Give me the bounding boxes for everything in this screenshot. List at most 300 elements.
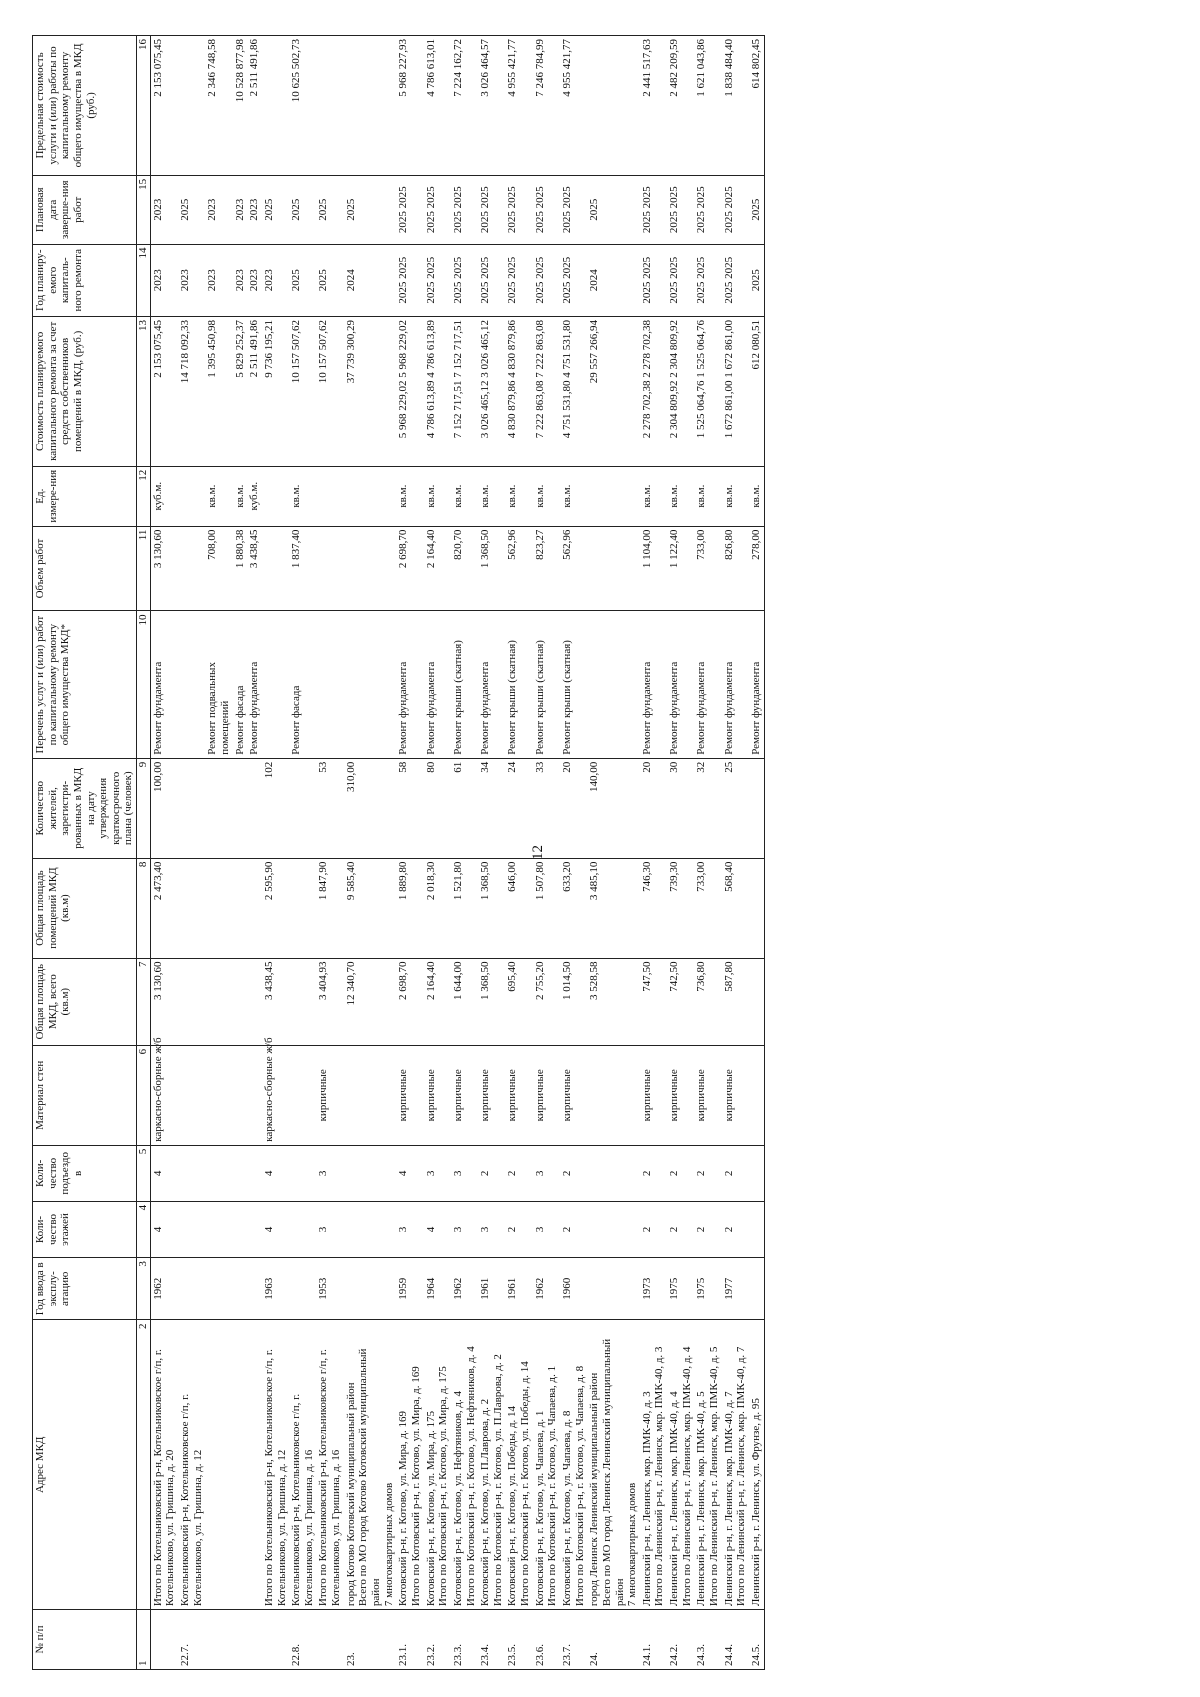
column-header-addr: Адрес МКД	[33, 1320, 137, 1610]
cell-year: 1953	[316, 1258, 343, 1320]
cell-end: 2025 2025	[722, 175, 749, 244]
table-header-row	[33, 36, 137, 1670]
column-header-n: № п/п	[33, 1610, 137, 1670]
cell-addr: Котельниковский р-н, Котельниковское г/п, г. Котельниково, ул. Гришина, д. 12	[178, 1320, 205, 1610]
cell-addr: Итого по Котельниковский р-н, Котельниковское г/п, г. Котельниково, ул. Гришина, д. 16	[316, 1320, 343, 1610]
cell-floors: 4	[150, 1201, 178, 1257]
cell-year	[178, 1258, 205, 1320]
cell-plan: 2025 2025	[505, 244, 532, 316]
cell-area: 1 644,00	[451, 958, 478, 1045]
cell-unit: куб.м.	[150, 466, 178, 526]
cell-volume: 1 880,38	[233, 526, 248, 611]
column-header-end: Плановая дата заверше-ния работ	[33, 175, 137, 244]
cell-area: 695,40	[505, 958, 532, 1045]
cell-entr	[289, 1145, 316, 1201]
cell-addr	[247, 1320, 262, 1610]
table-row	[587, 36, 640, 1670]
cell-volume: 826,80	[722, 526, 749, 611]
cell-unit	[178, 466, 205, 526]
cell-walls	[178, 1045, 205, 1145]
table-row	[533, 36, 560, 1670]
cell-limit	[587, 36, 640, 176]
column-header-residents: Количество жителей, зарегистри-рованных в МКД на дату утверждения краткосрочного плана (человек)	[33, 758, 137, 858]
cell-addr: Котовский р-н, г. Котово, ул. Мира, д. 175 Итого по Котовский р-н, г. Котово, ул. Мира, д. 175	[424, 1320, 451, 1610]
cell-premises: 1 889,80	[396, 858, 423, 958]
column-header-entr: Коли-чество подъездо в	[33, 1145, 137, 1201]
cell-unit	[587, 466, 640, 526]
cell-n: 24.3.	[694, 1610, 721, 1670]
cell-works: Ремонт фасада	[233, 611, 248, 758]
cell-cost: 2 511 491,86	[247, 316, 262, 466]
cell-year: 1964	[424, 1258, 451, 1320]
cell-volume	[262, 526, 289, 611]
cell-limit: 4 955 421,77	[505, 36, 532, 176]
cell-year: 1961	[505, 1258, 532, 1320]
column-header-volume: Объем работ	[33, 526, 137, 611]
cell-walls: кирпичные	[424, 1045, 451, 1145]
cell-walls: кирпичные	[533, 1045, 560, 1145]
cell-unit: кв.м.	[424, 466, 451, 526]
cell-volume: 278,00	[749, 526, 764, 611]
cell-unit: кв.м.	[505, 466, 532, 526]
cell-plan: 2025 2025	[722, 244, 749, 316]
column-header-walls: Материал стен	[33, 1045, 137, 1145]
column-number-plan: 14	[137, 244, 151, 316]
cell-walls: кирпичные	[694, 1045, 721, 1145]
cell-n	[247, 1610, 262, 1670]
cell-n: 24.	[587, 1610, 640, 1670]
cell-cost: 3 026 465,12 3 026 465,12	[478, 316, 505, 466]
cell-area: 3 130,60	[150, 958, 178, 1045]
cell-walls: кирпичные	[560, 1045, 587, 1145]
repair-plan-table	[32, 35, 765, 1670]
cell-residents: 140,00	[587, 758, 640, 858]
cell-residents: 25	[722, 758, 749, 858]
cell-unit: кв.м.	[205, 466, 232, 526]
cell-premises	[178, 858, 205, 958]
cell-end: 2025	[749, 175, 764, 244]
cell-entr	[178, 1145, 205, 1201]
cell-floors	[178, 1201, 205, 1257]
cell-floors: 4	[262, 1201, 289, 1257]
cell-limit: 7 224 162,72	[451, 36, 478, 176]
cell-year	[289, 1258, 316, 1320]
cell-premises: 1 507,80	[533, 858, 560, 958]
cell-premises: 9 585,40	[344, 858, 397, 958]
cell-plan: 2023	[178, 244, 205, 316]
cell-end: 2025 2025	[533, 175, 560, 244]
cell-works	[344, 611, 397, 758]
column-header-limit: Предельная стоимость услуги и (или) работы по капитальному ремонту общего имущества в МКД (руб.)	[33, 36, 137, 176]
cell-end: 2025	[262, 175, 289, 244]
cell-unit: кв.м.	[722, 466, 749, 526]
column-number-end: 15	[137, 175, 151, 244]
cell-volume: 823,27	[533, 526, 560, 611]
cell-residents: 80	[424, 758, 451, 858]
cell-area: 2 164,40	[424, 958, 451, 1045]
cell-cost: 4 830 879,86 4 830 879,86	[505, 316, 532, 466]
cell-n: 23.7.	[560, 1610, 587, 1670]
cell-walls	[587, 1045, 640, 1145]
cell-limit: 4 786 613,01	[424, 36, 451, 176]
cell-entr: 2	[478, 1145, 505, 1201]
cell-area: 2 698,70	[396, 958, 423, 1045]
cell-year: 1973	[640, 1258, 667, 1320]
cell-year: 1977	[722, 1258, 749, 1320]
cell-end: 2025 2025	[560, 175, 587, 244]
cell-walls: каркасно-сборные ж/б	[262, 1045, 289, 1145]
cell-end: 2025	[587, 175, 640, 244]
cell-volume: 3 438,45	[247, 526, 262, 611]
cell-floors: 2	[640, 1201, 667, 1257]
column-header-cost: Стоимость планируемого капитального ремонта за счет средств собственников помещений в МКД, (руб.)	[33, 316, 137, 466]
cell-residents	[749, 758, 764, 858]
cell-n: 24.5.	[749, 1610, 764, 1670]
cell-walls	[289, 1045, 316, 1145]
cell-addr: Итого по Котельниковский р-н, Котельниковское г/п, г. Котельниково, ул. Гришина, д. 12	[262, 1320, 289, 1610]
cell-floors: 2	[667, 1201, 694, 1257]
cell-cost: 1 672 861,00 1 672 861,00	[722, 316, 749, 466]
cell-limit: 4 955 421,77	[560, 36, 587, 176]
table-row	[178, 36, 205, 1670]
cell-addr	[205, 1320, 232, 1610]
cell-unit	[344, 466, 397, 526]
cell-addr: Котовский р-н, г. Котово, ул. П.Лаврова, д. 2 Итого по Котовский р-н, г. Котово, ул. П.Лаврова, д. 2	[478, 1320, 505, 1610]
cell-residents: 32	[694, 758, 721, 858]
cell-works: Ремонт фасада	[289, 611, 316, 758]
cell-entr	[587, 1145, 640, 1201]
cell-end: 2025 2025	[505, 175, 532, 244]
cell-end: 2025	[289, 175, 316, 244]
cell-entr: 2	[694, 1145, 721, 1201]
cell-unit: кв.м.	[560, 466, 587, 526]
table-row	[505, 36, 532, 1670]
cell-cost: 2 153 075,45	[150, 316, 178, 466]
cell-residents	[205, 758, 232, 858]
cell-addr: Ленинский р-н, г. Ленинск, мкр. ПМК-40, д. 7 Итого по Ленинский р-н, г. Ленинск, мкр. ПМК-40, д. 7	[722, 1320, 749, 1610]
cell-area: 1 368,50	[478, 958, 505, 1045]
cell-end: 2025 2025	[396, 175, 423, 244]
cell-volume: 820,70	[451, 526, 478, 611]
cell-plan: 2025 2025	[667, 244, 694, 316]
cell-area: 587,80	[722, 958, 749, 1045]
cell-area: 12 340,70	[344, 958, 397, 1045]
cell-floors: 2	[560, 1201, 587, 1257]
cell-addr: Котовский р-н, г. Котово, ул. Нефтяников, д. 4 Итого по Котовский р-н, г. Котово, ул. Нефтяников, д. 4	[451, 1320, 478, 1610]
cell-walls: кирпичные	[722, 1045, 749, 1145]
cell-limit: 3 026 464,57	[478, 36, 505, 176]
cell-cost: 1 525 064,76 1 525 064,76	[694, 316, 721, 466]
cell-n: 23.2.	[424, 1610, 451, 1670]
column-number-n: 1	[137, 1610, 151, 1670]
cell-year	[247, 1258, 262, 1320]
cell-floors	[233, 1201, 248, 1257]
cell-limit: 614 802,45	[749, 36, 764, 176]
cell-works: Ремонт крыши (скатная)	[533, 611, 560, 758]
cell-n: 22.7.	[178, 1610, 205, 1670]
cell-n: 23.1.	[396, 1610, 423, 1670]
cell-plan: 2025 2025	[451, 244, 478, 316]
cell-premises	[233, 858, 248, 958]
cell-entr: 2	[505, 1145, 532, 1201]
column-number-premises: 8	[137, 858, 151, 958]
cell-floors	[247, 1201, 262, 1257]
cell-limit: 5 968 227,93	[396, 36, 423, 176]
cell-area	[247, 958, 262, 1045]
cell-unit: кв.м.	[451, 466, 478, 526]
column-number-entr: 5	[137, 1145, 151, 1201]
cell-n	[205, 1610, 232, 1670]
cell-n: 24.2.	[667, 1610, 694, 1670]
page-number: 12	[530, 845, 546, 860]
cell-walls: кирпичные	[451, 1045, 478, 1145]
cell-residents: 30	[667, 758, 694, 858]
cell-limit: 10 528 877,98	[233, 36, 248, 176]
cell-area	[205, 958, 232, 1045]
cell-plan: 2025	[316, 244, 343, 316]
cell-walls: кирпичные	[316, 1045, 343, 1145]
cell-entr: 4	[150, 1145, 178, 1201]
table-row	[478, 36, 505, 1670]
cell-volume: 1 837,40	[289, 526, 316, 611]
cell-floors: 3	[396, 1201, 423, 1257]
cell-unit: куб.м.	[247, 466, 262, 526]
cell-unit: кв.м.	[289, 466, 316, 526]
cell-walls: кирпичные	[478, 1045, 505, 1145]
cell-plan: 2023	[205, 244, 232, 316]
cell-cost: 5 968 229,02 5 968 229,02	[396, 316, 423, 466]
cell-residents: 24	[505, 758, 532, 858]
cell-plan: 2025 2025	[533, 244, 560, 316]
cell-end: 2023	[233, 175, 248, 244]
cell-area: 3 404,93	[316, 958, 343, 1045]
cell-volume	[316, 526, 343, 611]
cell-volume: 3 130,60	[150, 526, 178, 611]
table-row	[233, 36, 248, 1670]
cell-walls	[344, 1045, 397, 1145]
cell-year: 1963	[262, 1258, 289, 1320]
cell-premises: 1 368,50	[478, 858, 505, 958]
cell-walls	[749, 1045, 764, 1145]
cell-addr: Итого по Котельниковский р-н, Котельниковское г/п, г. Котельниково, ул. Гришина, д. 20	[150, 1320, 178, 1610]
column-header-premises: Общая площадь помещений МКД (кв.м)	[33, 858, 137, 958]
cell-unit: кв.м.	[533, 466, 560, 526]
cell-addr: Котовский р-н, г. Котово, ул. Победы, д. 14 Итого по Котовский р-н, г. Котово, ул. Победы, д. 14	[505, 1320, 532, 1610]
cell-residents: 102	[262, 758, 289, 858]
cell-entr: 2	[640, 1145, 667, 1201]
cell-year: 1975	[694, 1258, 721, 1320]
cell-area: 2 755,20	[533, 958, 560, 1045]
cell-n: 24.4.	[722, 1610, 749, 1670]
cell-year	[233, 1258, 248, 1320]
cell-floors: 4	[424, 1201, 451, 1257]
cell-year: 1959	[396, 1258, 423, 1320]
cell-plan: 2023	[262, 244, 289, 316]
cell-addr: город Ленинск Ленинский муниципальный район Всего по МО город Ленинск Ленинский муниципальный район 7 многоквартирных домов	[587, 1320, 640, 1610]
cell-limit: 2 511 491,86	[247, 36, 262, 176]
cell-limit: 2 482 209,59	[667, 36, 694, 176]
cell-year: 1962	[451, 1258, 478, 1320]
table-row	[262, 36, 289, 1670]
cell-limit	[344, 36, 397, 176]
column-number-floors: 4	[137, 1201, 151, 1257]
column-number-unit: 12	[137, 466, 151, 526]
cell-end: 2025	[178, 175, 205, 244]
cell-premises: 733,00	[694, 858, 721, 958]
cell-n: 23.4.	[478, 1610, 505, 1670]
cell-works: Ремонт фундамента	[396, 611, 423, 758]
table-row	[205, 36, 232, 1670]
cell-plan: 2025	[289, 244, 316, 316]
cell-area: 742,50	[667, 958, 694, 1045]
cell-area	[749, 958, 764, 1045]
cell-works: Ремонт фундамента	[749, 611, 764, 758]
cell-year	[587, 1258, 640, 1320]
cell-year	[205, 1258, 232, 1320]
cell-entr: 3	[424, 1145, 451, 1201]
cell-works: Ремонт фундамента	[424, 611, 451, 758]
cell-entr	[344, 1145, 397, 1201]
cell-plan: 2023	[233, 244, 248, 316]
cell-walls	[247, 1045, 262, 1145]
cell-premises	[205, 858, 232, 958]
cell-residents	[247, 758, 262, 858]
table-row	[289, 36, 316, 1670]
cell-cost: 612 080,51	[749, 316, 764, 466]
cell-floors: 3	[451, 1201, 478, 1257]
cell-cost: 5 829 252,37	[233, 316, 248, 466]
cell-walls: кирпичные	[505, 1045, 532, 1145]
cell-unit	[316, 466, 343, 526]
table-row	[560, 36, 587, 1670]
cell-plan: 2025 2025	[396, 244, 423, 316]
cell-entr: 3	[451, 1145, 478, 1201]
cell-addr: Ленинский р-н, г. Ленинск, мкр. ПМК-40, д. 4 Итого по Ленинский р-н, г. Ленинск, мкр. ПМК-40, д. 4	[667, 1320, 694, 1610]
cell-addr: Котельниковский р-н, Котельниковское г/п, г. Котельниково, ул. Гришина, д. 16	[289, 1320, 316, 1610]
cell-premises: 568,40	[722, 858, 749, 958]
cell-plan: 2024	[587, 244, 640, 316]
table-row	[247, 36, 262, 1670]
cell-floors: 3	[478, 1201, 505, 1257]
cell-residents	[233, 758, 248, 858]
cell-area: 747,50	[640, 958, 667, 1045]
table-row	[451, 36, 478, 1670]
cell-n: 24.1.	[640, 1610, 667, 1670]
cell-limit: 1 838 484,40	[722, 36, 749, 176]
cell-end: 2025	[316, 175, 343, 244]
cell-n: 23.	[344, 1610, 397, 1670]
cell-limit: 1 621 043,86	[694, 36, 721, 176]
cell-end: 2025 2025	[640, 175, 667, 244]
cell-premises: 633,20	[560, 858, 587, 958]
cell-entr	[749, 1145, 764, 1201]
cell-addr: Котовский р-н, г. Котово, ул. Чапаева, д. 8 Итого по Котовский р-н, г. Котово, ул. Чапаева, д. 8	[560, 1320, 587, 1610]
column-number-cost: 13	[137, 316, 151, 466]
cell-area	[233, 958, 248, 1045]
cell-volume	[178, 526, 205, 611]
cell-premises: 2 473,40	[150, 858, 178, 958]
cell-cost: 29 557 266,94	[587, 316, 640, 466]
cell-unit: кв.м.	[478, 466, 505, 526]
cell-n: 23.6.	[533, 1610, 560, 1670]
cell-unit	[262, 466, 289, 526]
cell-volume: 1 122,40	[667, 526, 694, 611]
cell-entr: 3	[533, 1145, 560, 1201]
cell-premises	[247, 858, 262, 958]
cell-plan: 2023	[150, 244, 178, 316]
cell-entr: 2	[560, 1145, 587, 1201]
cell-plan: 2025	[749, 244, 764, 316]
cell-floors	[749, 1201, 764, 1257]
cell-addr: Котовский р-н, г. Котово, ул. Мира, д. 169 Итого по Котовский р-н, г. Котово, ул. Мира, д. 169	[396, 1320, 423, 1610]
cell-premises: 646,00	[505, 858, 532, 958]
cell-addr	[233, 1320, 248, 1610]
table-row	[150, 36, 178, 1670]
column-number-limit: 16	[137, 36, 151, 176]
cell-residents: 33	[533, 758, 560, 858]
cell-n	[150, 1610, 178, 1670]
cell-walls	[233, 1045, 248, 1145]
cell-works	[262, 611, 289, 758]
cell-area: 3 438,45	[262, 958, 289, 1045]
table-column-number-row	[137, 36, 151, 1670]
cell-n: 23.3.	[451, 1610, 478, 1670]
cell-entr: 2	[722, 1145, 749, 1201]
table-row	[722, 36, 749, 1670]
cell-cost: 7 152 717,51 7 152 717,51	[451, 316, 478, 466]
column-header-plan: Год планиру-емого капиталь-ного ремонта	[33, 244, 137, 316]
cell-end: 2025 2025	[667, 175, 694, 244]
table-row	[316, 36, 343, 1670]
cell-unit: кв.м.	[396, 466, 423, 526]
cell-limit	[178, 36, 205, 176]
cell-unit: кв.м.	[749, 466, 764, 526]
cell-entr: 3	[316, 1145, 343, 1201]
cell-floors: 3	[316, 1201, 343, 1257]
cell-cost: 37 739 300,29	[344, 316, 397, 466]
cell-works: Ремонт подвальных помещений	[205, 611, 232, 758]
cell-addr: город Котово Котовский муниципальный район Всего по МО город Котово Котовский муниципальный район 7 многоквартирных домов	[344, 1320, 397, 1610]
cell-walls: кирпичные	[396, 1045, 423, 1145]
cell-unit: кв.м.	[694, 466, 721, 526]
table-row	[640, 36, 667, 1670]
cell-premises: 739,30	[667, 858, 694, 958]
column-number-residents: 9	[137, 758, 151, 858]
cell-works: Ремонт фундамента	[478, 611, 505, 758]
cell-plan: 2025 2025	[478, 244, 505, 316]
cell-works: Ремонт крыши (скатная)	[451, 611, 478, 758]
cell-premises: 3 485,10	[587, 858, 640, 958]
column-header-works: Перечень услуг и (или) работ по капитальному ремонту общего имущества МКД*	[33, 611, 137, 758]
cell-year: 1960	[560, 1258, 587, 1320]
column-header-unit: Ед. измере-ния	[33, 466, 137, 526]
cell-n	[262, 1610, 289, 1670]
cell-cost: 2 278 702,38 2 278 702,38	[640, 316, 667, 466]
cell-plan: 2025 2025	[640, 244, 667, 316]
cell-walls: каркасно-сборные ж/б	[150, 1045, 178, 1145]
cell-premises: 2 595,90	[262, 858, 289, 958]
cell-plan: 2023	[247, 244, 262, 316]
cell-cost: 10 157 507,62	[289, 316, 316, 466]
cell-end: 2025	[344, 175, 397, 244]
column-number-addr: 2	[137, 1320, 151, 1610]
cell-end: 2025 2025	[424, 175, 451, 244]
cell-residents: 100,00	[150, 758, 178, 858]
cell-entr: 4	[396, 1145, 423, 1201]
cell-volume: 2 164,40	[424, 526, 451, 611]
cell-works: Ремонт фундамента	[247, 611, 262, 758]
cell-works: Ремонт фундамента	[667, 611, 694, 758]
